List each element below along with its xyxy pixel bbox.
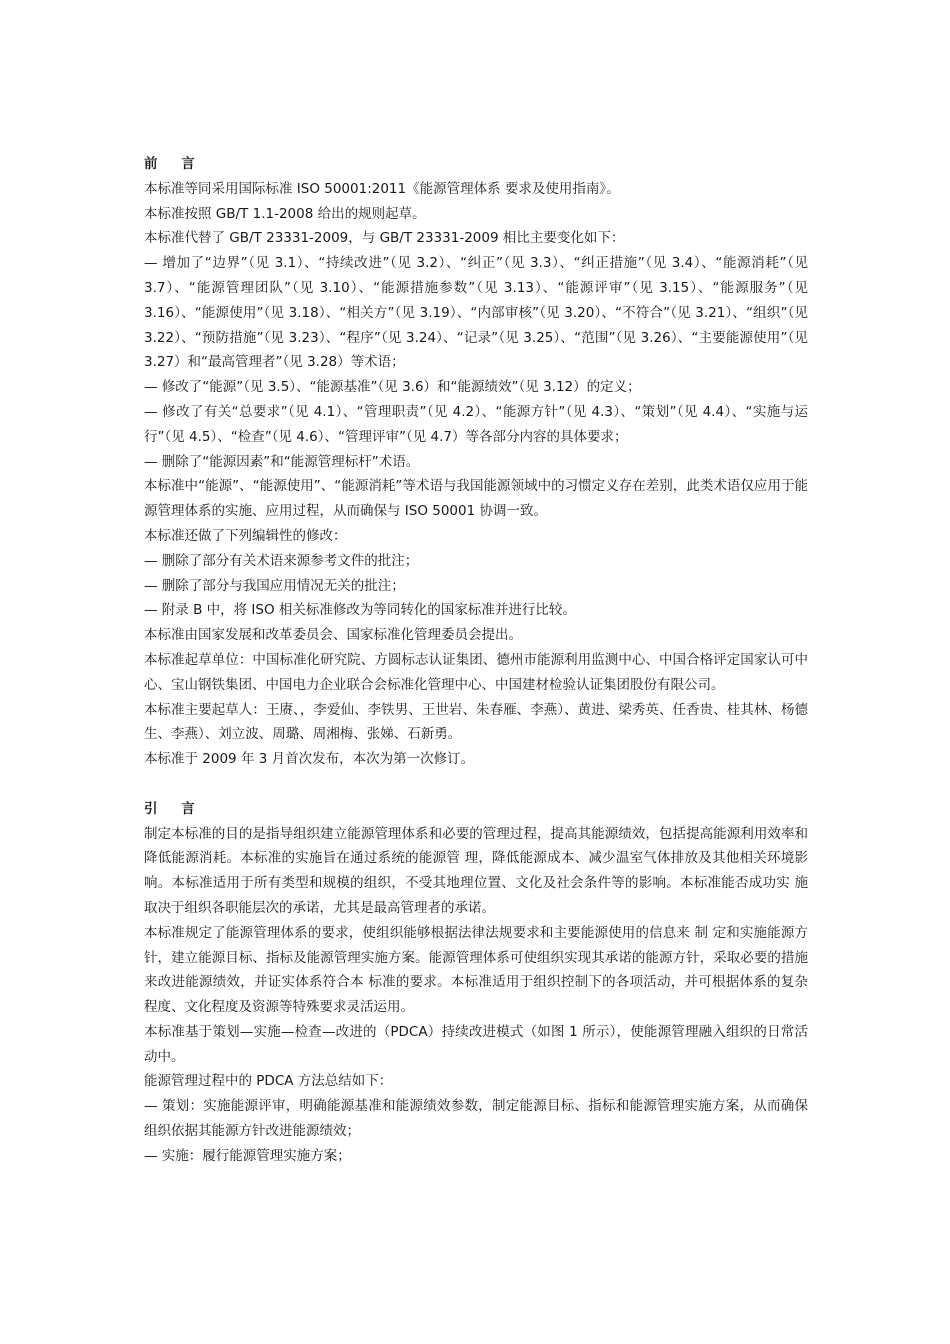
introduction-paragraph: 制定本标准的目的是指导组织建立能源管理体系和必要的管理过程，提高其能源绩效，包括提高能源利用效率和降低能源消耗。本标准的实施旨在通过系统的能源管 理，降低能源成本、减少温室气体排放及其他相关环境影响。本标准适用于所有类型和规模的组织，不受其地理位置、文化及社会条件等的影响。本标准能否成功实 施取决于组织各职能层次的承诺，尤其是最高管理者的承诺。 [144, 825, 808, 916]
foreword-paragraph: 本标准按照 GB/T 1.1-2008 给出的规则起草。 [144, 205, 426, 222]
foreword-paragraph: 本标准起草单位：中国标准化研究院、方圆标志认证集团、德州市能源利用监测中心、中国合格评定国家认可中心、宝山钢铁集团、中国电力企业联合会标准化管理中心、中国建材检验认证集团股份有限公司。 [144, 651, 808, 693]
foreword-list-item: — 附录 B 中，将 ISO 相关标准修改为等同转化的国家标准并进行比较。 [144, 602, 576, 619]
foreword-paragraph: 本标准于 2009 年 3 月首次发布，本次为第一次修订。 [144, 751, 475, 768]
foreword-paragraph: 本标准等同采用国际标准 ISO 50001:2011《能源管理体系 要求及使用指南》。 [144, 180, 620, 197]
foreword-paragraph: 本标准由国家发展和改革委员会、国家标准化管理委员会提出。 [144, 627, 522, 644]
foreword-list-item: — 修改了“能源”（见 3.5）、“能源基准”（见 3.6）和“能源绩效”（见 3.12）的定义； [144, 379, 641, 396]
foreword-paragraph: 本标准代替了 GB/T 23331-2009，与 GB/T 23331-2009 相比主要变化如下： [144, 230, 625, 247]
introduction-paragraph: 能源管理过程中的 PDCA 方法总结如下： [144, 1073, 393, 1090]
document-page [144, 152, 808, 1169]
introduction-heading: 引 言 [144, 800, 196, 817]
foreword-paragraph: 本标准主要起草人：王赓、，李爱仙、李铁男、王世岩、朱春雁、李燕）、黄进、梁秀英、任香贵、桂其林、杨德生、李燕）、刘立波、周璐、周湘梅、张娣、石新勇。 [144, 701, 808, 743]
introduction-paragraph: 本标准基于策划—实施—检查—改进的（PDCA）持续改进模式（如图 1 所示），使能源管理融入组织的日常活动中。 [144, 1023, 808, 1065]
foreword-paragraph: 本标准中“能源”、“能源使用”、“能源消耗”等术语与我国能源领域中的习惯定义存在差别，此类术语仅应用于能源管理体系的实施、应用过程，从而确保与 ISO 50001 协调一致。 [144, 478, 808, 520]
foreword-heading: 前 言 [144, 156, 196, 172]
introduction-list-item: — 实施：履行能源管理实施方案； [144, 1147, 351, 1164]
foreword-list-item: — 删除了部分有关术语来源参考文件的批注； [144, 552, 419, 569]
section-gap [144, 772, 808, 797]
foreword-list-item: — 删除了“能源因素”和“能源管理标杆”术语。 [144, 453, 420, 470]
foreword-list-item: — 删除了部分与我国应用情况无关的批注； [144, 577, 405, 594]
introduction-paragraph: 本标准规定了能源管理体系的要求，使组织能够根据法律法规要求和主要能源使用的信息来 制 定和实施能源方针，建立能源目标、指标及能源管理实施方案。能源管理体系可使组织实现其承诺的能源方针，采取必要的措施来改进能源绩效，并证实体系符合本 标准的要求。本标准适用于组织控制下的各项活动，并可根据体系的复杂程度、文化程度及资源等特殊要求灵活运用。 [144, 924, 808, 1016]
foreword-list-item: — 增加了“边界”（见 3.1）、“持续改进”（见 3.2）、“纠正”（见 3.3）、“纠正措施”（见 3.4）、“能源消耗”（见 3.7）、“能源管理团队”（见 3.10）、“能源措施参数”（见 3.13）、“能源评审”（见 3.15）、“能源服务”（见 3.16）、“能源使用”（见 3.18）、“相关方”（见 3.19）、“内部审核”（见 3.20）、“不符合”（见 3.21）、“组织”（见 3.22）、“预防措施”（见 3.23）、“程序”（见 3.24）、“记录”（见 3.25）、“范围”（见 3.26）、“主要能源使用”（见 3.27）和“最高管理者”（见 3.28）等术语； [144, 255, 808, 371]
introduction-list-item: — 策划：实施能源评审，明确能源基准和能源绩效参数，制定能源目标、指标和能源管理实施方案，从而确保组织依据其能源方针改进能源绩效； [144, 1098, 808, 1140]
foreword-list-item: — 修改了有关“总要求”（见 4.1）、“管理职责”（见 4.2）、“能源方针”（见 4.3）、“策划”（见 4.4）、“实施与运行”（见 4.5）、“检查”（见 4.6）、“管理评审”（见 4.7）等各部分内容的具体要求； [144, 403, 808, 445]
foreword-paragraph: 本标准还做了下列编辑性的修改： [144, 527, 347, 544]
